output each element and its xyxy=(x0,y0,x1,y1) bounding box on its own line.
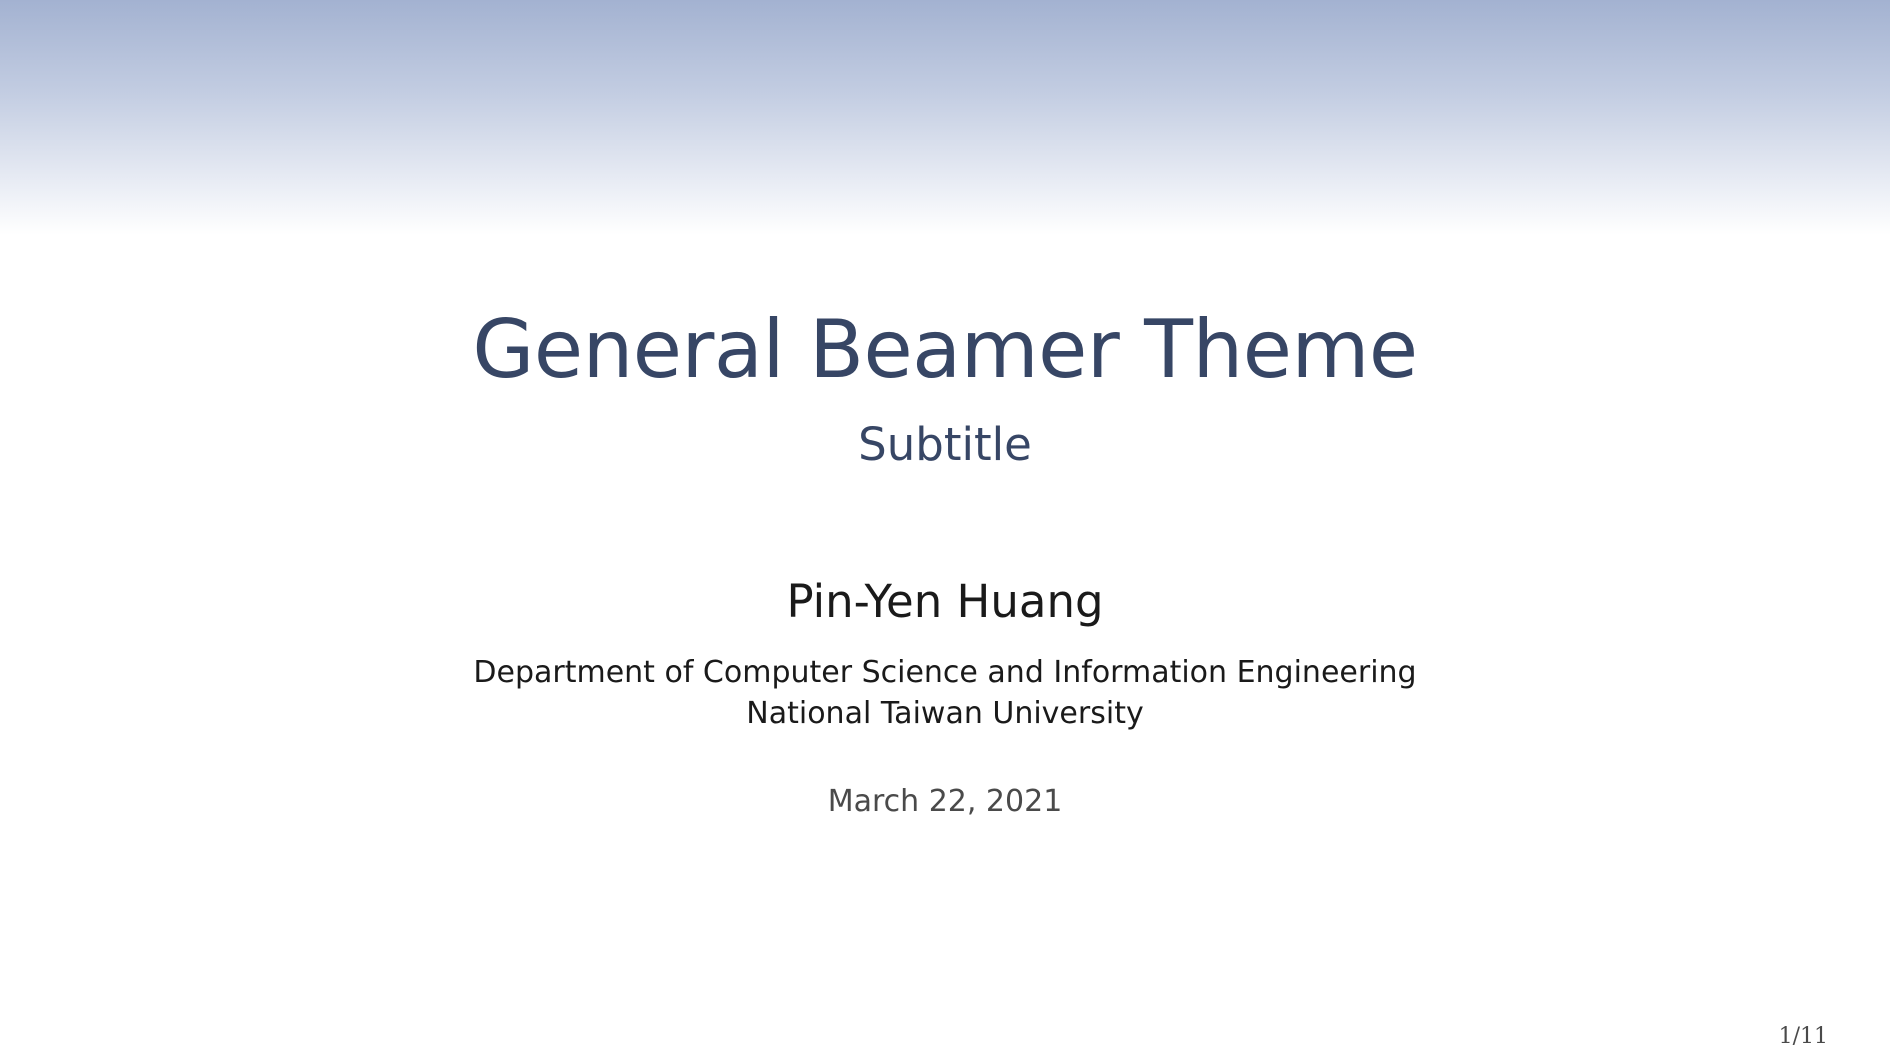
slide-title: General Beamer Theme xyxy=(472,303,1418,396)
header-gradient-band xyxy=(0,0,1890,235)
institute-university: National Taiwan University xyxy=(746,696,1144,731)
presentation-date: March 22, 2021 xyxy=(827,784,1063,819)
institute-department: Department of Computer Science and Information Engineering xyxy=(473,655,1417,690)
page-number: 1/11 xyxy=(1778,1024,1828,1049)
slide-subtitle: Subtitle xyxy=(858,418,1032,471)
author-name: Pin-Yen Huang xyxy=(786,575,1104,628)
institute xyxy=(0,652,1890,734)
